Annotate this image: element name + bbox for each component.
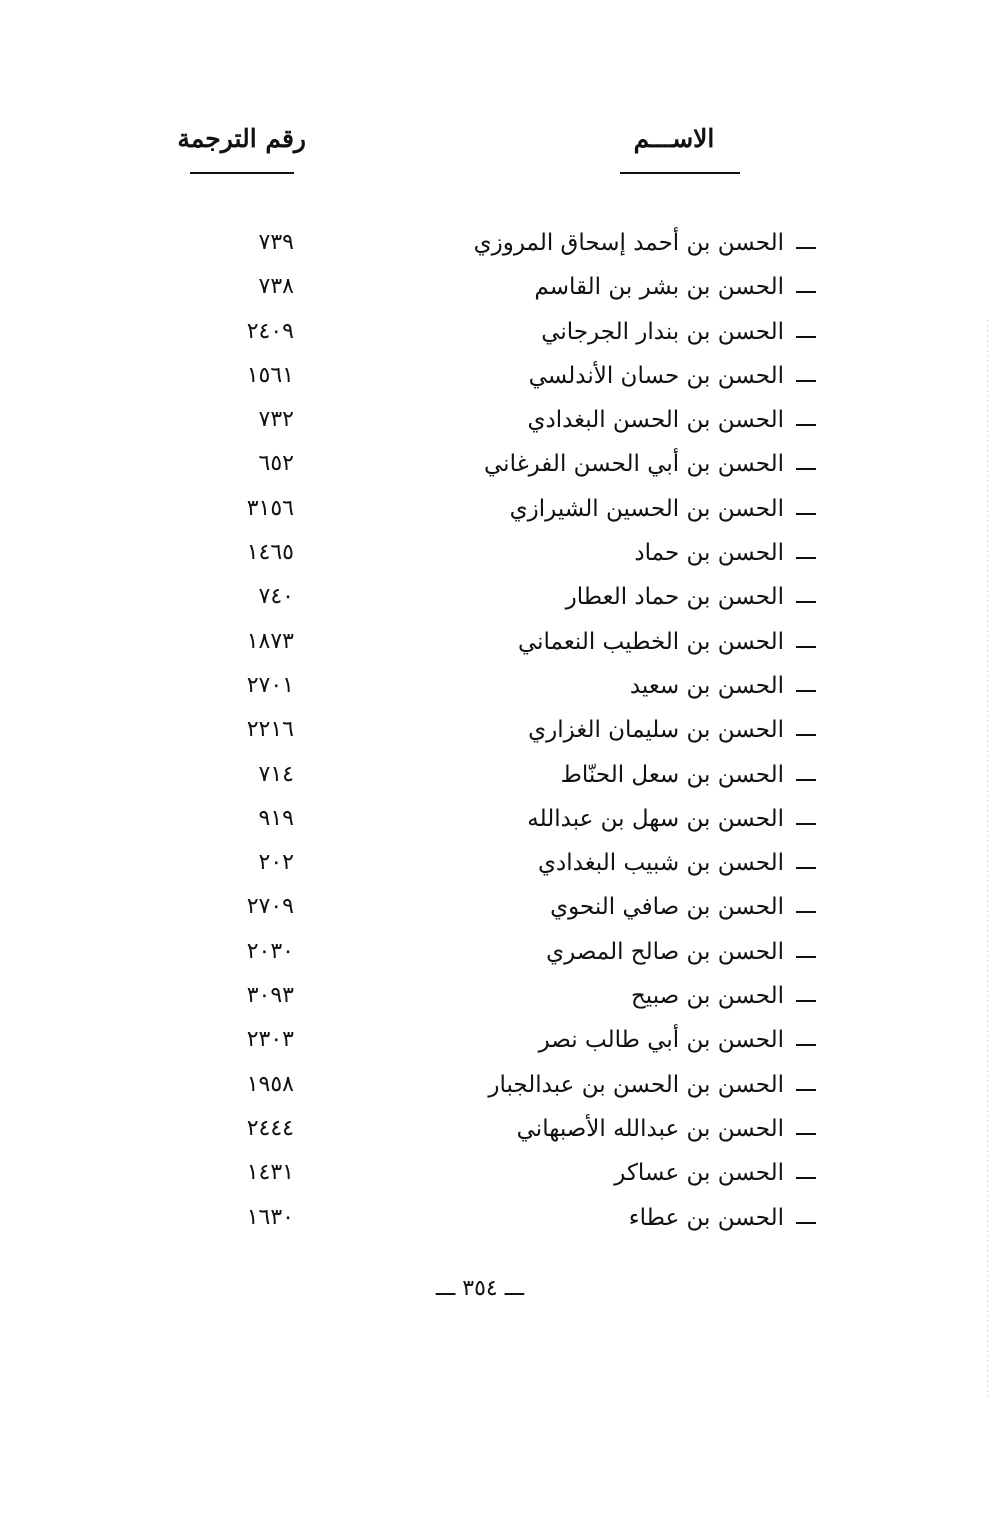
index-row bbox=[0, 1152, 1006, 1196]
entry-dash bbox=[796, 557, 816, 559]
entry-name: الحسن بن بندار الجرجاني bbox=[541, 317, 816, 347]
entry-dash bbox=[796, 468, 816, 470]
entry-dash bbox=[796, 1222, 816, 1224]
entry-number: ٩١٩ bbox=[258, 805, 294, 831]
entry-number: ٢٤٠٩ bbox=[246, 318, 294, 344]
entry-name: الحسن بن صافي النحوي bbox=[550, 892, 816, 922]
entry-name: الحسن بن سعل الحنّاط bbox=[561, 760, 816, 790]
entry-name: الحسن بن أبي طالب نصر bbox=[539, 1025, 816, 1055]
index-row bbox=[0, 311, 1006, 355]
entry-name: الحسن بن الحسن البغدادي bbox=[527, 405, 816, 435]
index-row bbox=[0, 488, 1006, 532]
column-header-name-underline bbox=[620, 172, 740, 174]
entry-number: ٢٠٣٠ bbox=[246, 938, 294, 964]
entry-name: الحسن بن عساكر bbox=[614, 1158, 816, 1188]
index-row bbox=[0, 222, 1006, 266]
scan-margin-line bbox=[987, 320, 988, 1400]
entry-dash bbox=[796, 911, 816, 913]
entry-dash bbox=[796, 380, 816, 382]
entry-number: ٢٤٤٤ bbox=[246, 1115, 294, 1141]
entry-number: ٦٥٢ bbox=[258, 451, 294, 477]
entry-number: ٧١٤ bbox=[258, 761, 294, 787]
entry-name: الحسن بن الحسن بن عبدالجبار bbox=[488, 1070, 816, 1100]
index-row bbox=[0, 399, 1006, 443]
entry-number: ٣١٥٦ bbox=[246, 495, 294, 521]
index-row bbox=[0, 754, 1006, 798]
entry-name: الحسن بن صالح المصري bbox=[546, 937, 816, 967]
column-header-number: رقم الترجمة bbox=[177, 124, 306, 153]
index-row bbox=[0, 1064, 1006, 1108]
entry-dash bbox=[796, 1177, 816, 1179]
index-row bbox=[0, 443, 1006, 487]
entry-name: الحسن بن حماد العطار bbox=[566, 582, 816, 612]
entry-number: ١٥٦١ bbox=[246, 362, 294, 388]
entry-name: الحسن بن عبدالله الأصبهاني bbox=[517, 1114, 816, 1144]
index-row bbox=[0, 886, 1006, 930]
entry-name: الحسن بن بشر بن القاسم bbox=[534, 272, 816, 302]
entry-name: الحسن بن سليمان الغزاري bbox=[528, 715, 816, 745]
entry-dash bbox=[796, 601, 816, 603]
entry-dash bbox=[796, 823, 816, 825]
entry-dash bbox=[796, 1044, 816, 1046]
entry-number: ٧٣٨ bbox=[258, 274, 294, 300]
entry-dash bbox=[796, 956, 816, 958]
entry-dash bbox=[796, 336, 816, 338]
entry-number: ١٤٣١ bbox=[246, 1160, 294, 1186]
entry-number: ٢٣٠٣ bbox=[246, 1027, 294, 1053]
entry-number: ١٤٦٥ bbox=[246, 540, 294, 566]
entry-number: ٢٢١٦ bbox=[246, 717, 294, 743]
entry-number: ٢٧٠٩ bbox=[246, 894, 294, 920]
index-row bbox=[0, 355, 1006, 399]
index-row bbox=[0, 576, 1006, 620]
entry-number: ٧٣٩ bbox=[258, 230, 294, 255]
entry-name: الحسن بن أبي الحسن الفرغاني bbox=[484, 449, 816, 479]
index-row bbox=[0, 798, 1006, 842]
entry-dash bbox=[796, 513, 816, 515]
entry-dash bbox=[796, 779, 816, 781]
index-row bbox=[0, 1108, 1006, 1152]
column-header-number-underline bbox=[190, 172, 294, 174]
entry-dash bbox=[796, 1000, 816, 1002]
entry-name: الحسن بن حسان الأندلسي bbox=[529, 361, 816, 391]
entry-name: الحسن بن شبيب البغدادي bbox=[538, 848, 816, 878]
entry-number: ١٩٥٨ bbox=[246, 1071, 294, 1097]
index-row bbox=[0, 709, 1006, 753]
entry-number: ٣٠٩٣ bbox=[246, 983, 294, 1009]
page-number: ـــ ٣٥٤ ـــ bbox=[435, 1276, 525, 1301]
index-row bbox=[0, 1019, 1006, 1063]
index-row bbox=[0, 621, 1006, 665]
entry-dash bbox=[796, 690, 816, 692]
entry-number: ٧٤٠ bbox=[258, 584, 294, 610]
index-row bbox=[0, 1197, 1006, 1241]
entry-dash bbox=[796, 247, 816, 249]
index-row bbox=[0, 266, 1006, 310]
entry-dash bbox=[796, 424, 816, 426]
entry-name: الحسن بن الخطيب النعماني bbox=[518, 627, 816, 657]
index-row bbox=[0, 975, 1006, 1019]
entry-name: الحسن بن سعيد bbox=[630, 671, 816, 701]
entry-name: الحسن بن سهل بن عبدالله bbox=[527, 804, 816, 834]
entry-number: ٧٣٢ bbox=[258, 407, 294, 433]
index-list bbox=[0, 222, 1006, 1241]
entry-number: ٢٠٢ bbox=[258, 850, 294, 876]
entry-dash bbox=[796, 1089, 816, 1091]
index-row bbox=[0, 931, 1006, 975]
index-row bbox=[0, 842, 1006, 886]
entry-dash bbox=[796, 1133, 816, 1135]
entry-dash bbox=[796, 734, 816, 736]
entry-name: الحسن بن عطاء bbox=[629, 1203, 816, 1233]
entry-name: الحسن بن أحمد إسحاق المروزي bbox=[474, 228, 816, 258]
index-row bbox=[0, 532, 1006, 576]
entry-name: الحسن بن الحسين الشيرازي bbox=[510, 494, 816, 524]
entry-dash bbox=[796, 867, 816, 869]
entry-number: ١٦٣٠ bbox=[246, 1204, 294, 1230]
entry-name: الحسن بن صبيح bbox=[631, 981, 816, 1011]
entry-number: ٢٧٠١ bbox=[246, 672, 294, 698]
entry-dash bbox=[796, 291, 816, 293]
index-row bbox=[0, 665, 1006, 709]
column-header-name: الاســـم bbox=[633, 124, 715, 153]
entry-dash bbox=[796, 646, 816, 648]
entry-name: الحسن بن حماد bbox=[634, 538, 816, 568]
entry-number: ١٨٧٣ bbox=[246, 628, 294, 654]
